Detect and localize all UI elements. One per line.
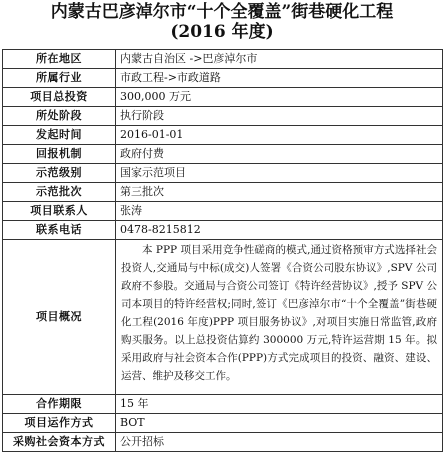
row-label: 示范级别 — [3, 164, 116, 183]
table-row-overview — [3, 240, 443, 395]
row-value: 0478-8215812 — [116, 221, 443, 240]
table-row — [3, 414, 443, 433]
row-value: 执行阶段 — [116, 107, 443, 126]
row-label: 项目联系人 — [3, 202, 116, 221]
table-row — [3, 433, 443, 452]
row-label: 项目运作方式 — [3, 414, 116, 433]
document-title — [2, 2, 442, 42]
overview-paragraph: 本 PPP 项目采用竞争性磋商的模式,通过资格预审方式选择社会投资人,交通局与中标(成交)人签署《合资公司股东协议》,SPV 公司政府不参股。交通局与合资公司签订《特许经营协议》,授予 SPV 公司本项目的特许经营权;同时,签订《巴彦淖尔市“十个全覆盖”街巷硬化工程(2016 年度)PPP 项目服务协议》,对项目实施日常监管,政府购买服务。以上总投资估算约 300000 万元,特许运营期 15 年。拟采用政府与社会资本合作(PPP)方式完成项目的投资、融资、建设、运营、维护及移交工作。 — [121, 244, 437, 382]
row-value: 国家示范项目 — [116, 164, 443, 183]
row-value: 第三批次 — [116, 183, 443, 202]
row-value: 内蒙古自治区 ->巴彦淖尔市 — [116, 50, 443, 69]
table-row — [3, 88, 443, 107]
row-value: 政府付费 — [116, 145, 443, 164]
row-value: 张涛 — [116, 202, 443, 221]
row-value: 公开招标 — [116, 433, 443, 452]
row-label: 所属行业 — [3, 69, 116, 88]
title-line-1: 内蒙古巴彦淖尔市“十个全覆盖”街巷硬化工程 — [50, 2, 394, 22]
row-label: 采购社会资本方式 — [3, 433, 116, 452]
table-row — [3, 50, 443, 69]
title-line-2: (2016 年度) — [170, 22, 274, 42]
table-row — [3, 164, 443, 183]
table-row — [3, 221, 443, 240]
table-row — [3, 145, 443, 164]
row-label: 回报机制 — [3, 145, 116, 164]
project-overview-text — [116, 240, 443, 395]
row-value: 300,000 万元 — [116, 88, 443, 107]
row-label: 联系电话 — [3, 221, 116, 240]
row-value: BOT — [116, 414, 443, 433]
row-value: 15 年 — [116, 395, 443, 414]
row-value: 2016-01-01 — [116, 126, 443, 145]
row-label: 所在地区 — [3, 50, 116, 69]
row-label: 示范批次 — [3, 183, 116, 202]
table-row — [3, 107, 443, 126]
row-label: 项目总投资 — [3, 88, 116, 107]
project-info-table — [2, 49, 443, 452]
row-label: 发起时间 — [3, 126, 116, 145]
row-label: 合作期限 — [3, 395, 116, 414]
row-label: 所处阶段 — [3, 107, 116, 126]
table-row — [3, 183, 443, 202]
row-label: 项目概况 — [3, 240, 116, 395]
table-row — [3, 126, 443, 145]
table-row — [3, 395, 443, 414]
row-value: 市政工程->市政道路 — [116, 69, 443, 88]
table-row — [3, 202, 443, 221]
table-row — [3, 69, 443, 88]
